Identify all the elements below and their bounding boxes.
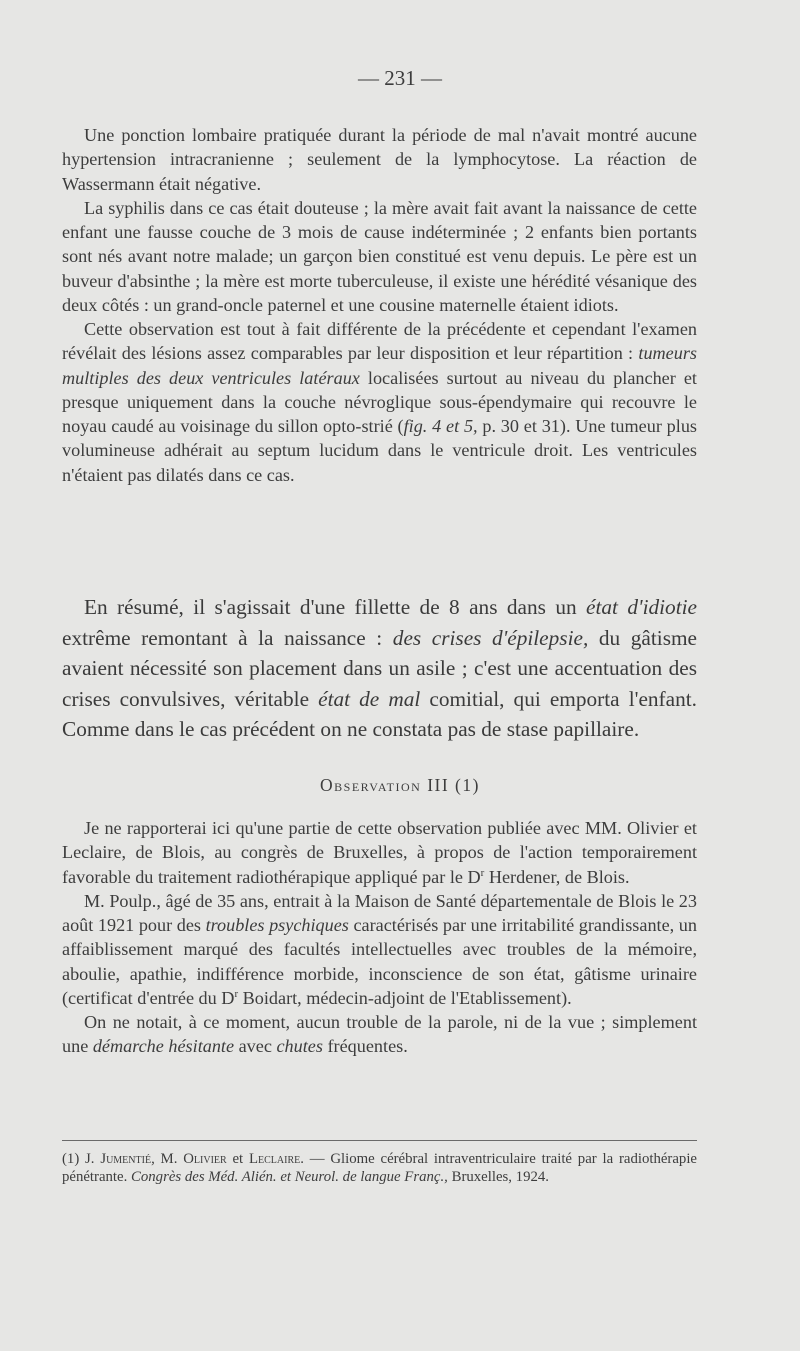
paragraph-lumbar-puncture: Une ponction lombaire pratiquée durant la période de mal n'avait montré aucune hypertension intracranienne ; seulement de la lymphocytose. La réaction de Wassermann était négative.	[62, 125, 697, 194]
emphasis-tumors: tumeurs multiples des deux ventricules latéraux	[62, 343, 697, 388]
paragraph-syphilis: La syphilis dans ce cas était douteuse ; la mère avait fait avant la naissance de cette enfant une fausse couche de 3 mois de cause indéterminée ; 2 enfants bien portants sont nés avant notre malade; un garçon bien constitué est venu depuis. Le père est un buveur d'absinthe ; la mère est morte tuberculeuse, il existe une hérédité vésanique des deux côtés : un grand-oncle paternel et une cousine maternelle étaient idiots.	[62, 197, 697, 315]
paragraph-summary: En résumé, il s'agissait d'une fillette de 8 ans dans un état d'idiotie extrême remontant à la naissance : des crises d'épilepsie, du gâtisme avaient nécessité son placement dans un asile ; c'est une accentuation des crises convulsives, véritable état de mal comitial, qui emporta l'enfant. Comme dans le cas précédent on ne constata pas de stase papillaire.	[62, 595, 697, 742]
emphasis-gait: démarche hésitante	[92, 1036, 235, 1057]
emphasis-idiocy: état d'idiotie	[586, 595, 697, 619]
observation-section	[62, 816, 697, 1059]
emphasis-falls: chutes	[276, 1036, 323, 1057]
page-number: — 231 —	[358, 66, 442, 90]
emphasis-psychic-troubles: troubles psychiques	[205, 915, 349, 935]
paragraph-observation-intro: Je ne rapporterai ici qu'une partie de cette observation publiée avec MM. Olivier et Leclaire, de Blois, au congrès de Bruxelles, à propos de l'action temporairement favorable du traitement radiothérapique appliqué par le $D^r$ Herdener, de Blois.	[62, 818, 697, 887]
observation-heading: Observation III (1)	[320, 775, 480, 795]
intro-section	[62, 123, 697, 487]
figure-reference: fig. 4 et 5,	[403, 416, 478, 436]
footnote-venue: Congrès des Méd. Alién. et Neurol. de langue Franç.,	[131, 1168, 448, 1185]
footnote: (1) J. Jumentié, M. Olivier et Leclaire. — Gliome cérébral intraventriculaire traité par la radiothérapie pénétrante. Congrès des Méd. Alién. et Neurol. de langue Franç., Bruxelles, 1924.	[62, 1151, 698, 1185]
emphasis-epilepsy: des crises d'épilepsie,	[392, 625, 589, 650]
footnote-divider	[62, 1140, 697, 1141]
paragraph-patient: M. Poulp., âgé de 35 ans, entrait à la Maison de Santé départementale de Blois le 23 août 1921 pour des troubles psychiques caractérisés par une irritabilité grandissante, un affaiblissement marqué des facultés intellectuelles avec troubles de la mémoire, aboulie, apathie, indifférence morbide, inconscience de son état, gâtisme urinaire (certificat d'entrée du $D^r$ Boidart, médecin-adjoint de l'Etablissement).	[62, 890, 697, 1008]
paragraph-gait: On ne notait, à ce moment, aucun trouble de la parole, ni de la vue ; simplement une démarche hésitante avec chutes fréquentes.	[62, 1012, 697, 1057]
emphasis-status: état de mal	[318, 686, 421, 711]
paragraph-comparison: Cette observation est tout à fait différente de la précédente et cependant l'examen révélait des lésions assez comparables par leur disposition et leur répartition : tumeurs multiples des deux ventricules latéraux localisées surtout au niveau du plancher et presque uniquement dans la couche névroglique sous-épendymaire qui recouvre le noyau caudé au voisinage du sillon opto-strié (fig. 4 et 5, p. 30 et 31). Une tumeur plus volumineuse adhérait au septum lucidum dans le ventricule droit. Les ventricules n'étaient pas dilatés dans ce cas.	[62, 319, 697, 485]
summary-section	[62, 592, 697, 745]
